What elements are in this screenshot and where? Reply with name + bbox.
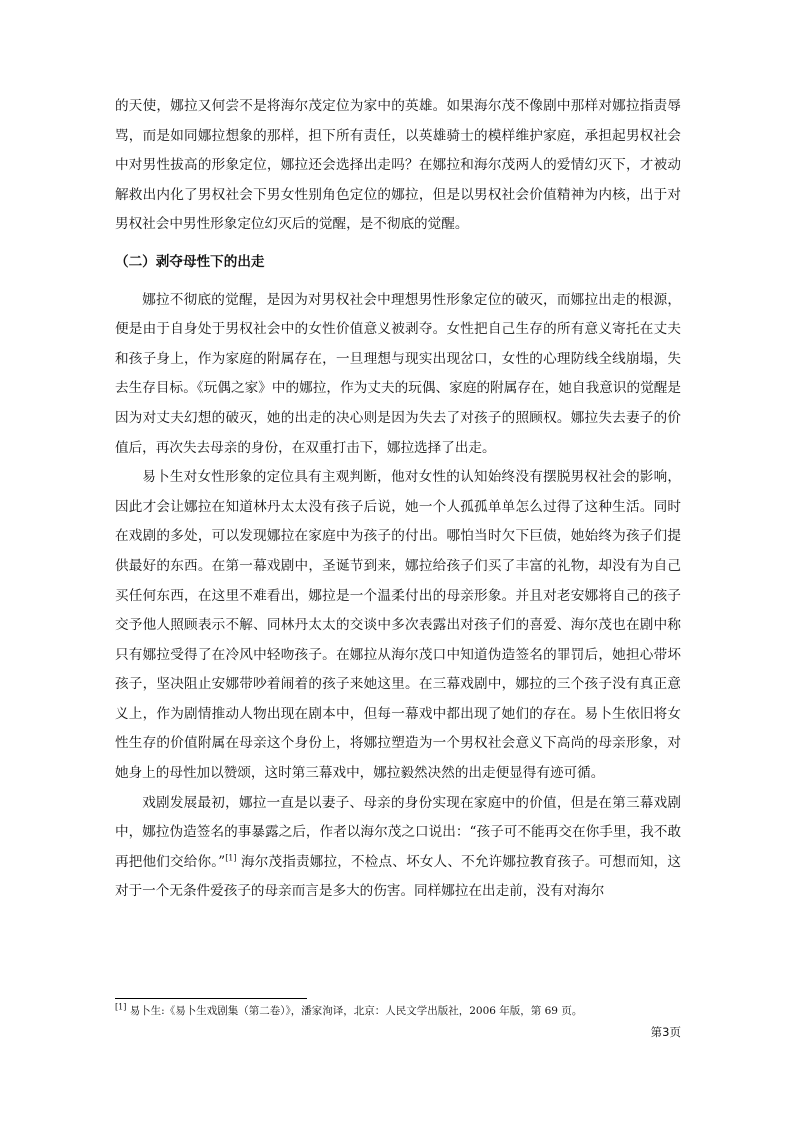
page-number: 第3页: [650, 1025, 681, 1039]
footnote-separator: [115, 998, 307, 999]
paragraph-3-text-a: 戏剧发展最初，娜拉一直是以妻子、母亲的身份实现在家庭中的价值，但是在第三幕戏剧中，娜拉伪造签名的事暴露之后，作者以海尔茂之口说出：“孩子可不能再交在你手里，我不敢再把他们交给你。”: [115, 794, 681, 870]
paragraph-2: 易卜生对女性形象的定位具有主观判断，他对女性的认知始终没有摆脱男权社会的影响，因此才会让娜拉在知道林丹太太没有孩子后说，她一个人孤孤单单怎么过得了这种生活。同时在戏剧的多处，可以发现娜拉在家庭中为孩子的付出。哪怕当时欠下巨债，她始终为孩子们提供最好的东西。在第一幕戏剧中，圣诞节到来，娜拉给孩子们买了丰富的礼物，却没有为自己买任何东西，在这里不难看出，娜拉是一个温柔付出的母亲形象。并且对老安娜将自己的孩子交予他人照顾表示不解、同林丹太太的交谈中多次表露出对孩子们的喜爱、海尔茂也在剧中称只有娜拉受得了在冷风中轻吻孩子。在娜拉从海尔茂口中知道伪造签名的罪罚后，她担心带坏孩子，坚决阻止安娜带吵着闹着的孩子来她这里。在三幕戏剧中，娜拉的三个孩子没有真正意义上，作为剧情推动人物出现在剧本中，但每一幕戏中都出现了她们的存在。易卜生依旧将女性生存的价值附属在母亲这个身份上，将娜拉塑造为一个男权社会意义下高尚的母亲形象，对她身上的母性加以赞颂，这时第三幕戏中，娜拉毅然决然的出走便显得有迹可循。: [115, 469, 681, 782]
paragraph-3: [115, 789, 681, 907]
paragraph-3-text-b: 海尔茂指责娜拉，不检点、坏女人、不允许娜拉教育孩子。可想而知，这对于一个无条件爱孩子的母亲而言是多大的伤害。同样娜拉在出走前，没有对海尔: [115, 853, 681, 900]
paragraph-continuation: 的天使，娜拉又何尝不是将海尔茂定位为家中的英雄。如果海尔茂不像剧中那样对娜拉指责辱骂，而是如同娜拉想象的那样，担下所有责任，以英雄骑士的模样维护家庭，承担起男权社会中对男性拔高的形象定位，娜拉还会选择出走吗？在娜拉和海尔茂两人的爱情幻灭下，才被动解救出内化了男权社会下男女性别角色定位的娜拉，但是以男权社会价值精神为内核，出于对男权社会中男性形象定位幻灭后的觉醒，是不彻底的觉醒。: [115, 98, 681, 233]
footnote-marker: [1]: [115, 1002, 127, 1012]
body-text: [115, 92, 681, 907]
footnote: [115, 1004, 681, 1018]
footnote-text: 易卜生:《易卜生戏剧集（第二卷）》，潘家洵译，北京：人民文学出版社，2006 年版，第 69 页。: [129, 1005, 583, 1017]
paragraph-1: 娜拉不彻底的觉醒，是因为对男权社会中理想男性形象定位的破灭，而娜拉出走的根源，便是由于自身处于男权社会中的女性价值意义被剥夺。女性把自己生存的所有意义寄托在丈夫和孩子身上，作为家庭的附属存在，一旦理想与现实出现岔口，女性的心理防线全线崩塌，失去生存目标。《玩偶之家》中的娜拉，作为丈夫的玩偶、家庭的附属存在，她自我意识的觉醒是因为对丈夫幻想的破灭，她的出走的决心则是因为失去了对孩子的照顾权。娜拉失去妻子的价值后，再次失去母亲的身份，在双重打击下，娜拉选择了出走。: [115, 291, 681, 456]
footnote-reference[interactable]: [1]: [225, 853, 237, 863]
section-heading: （二）剥夺母性下的出走: [115, 253, 265, 270]
